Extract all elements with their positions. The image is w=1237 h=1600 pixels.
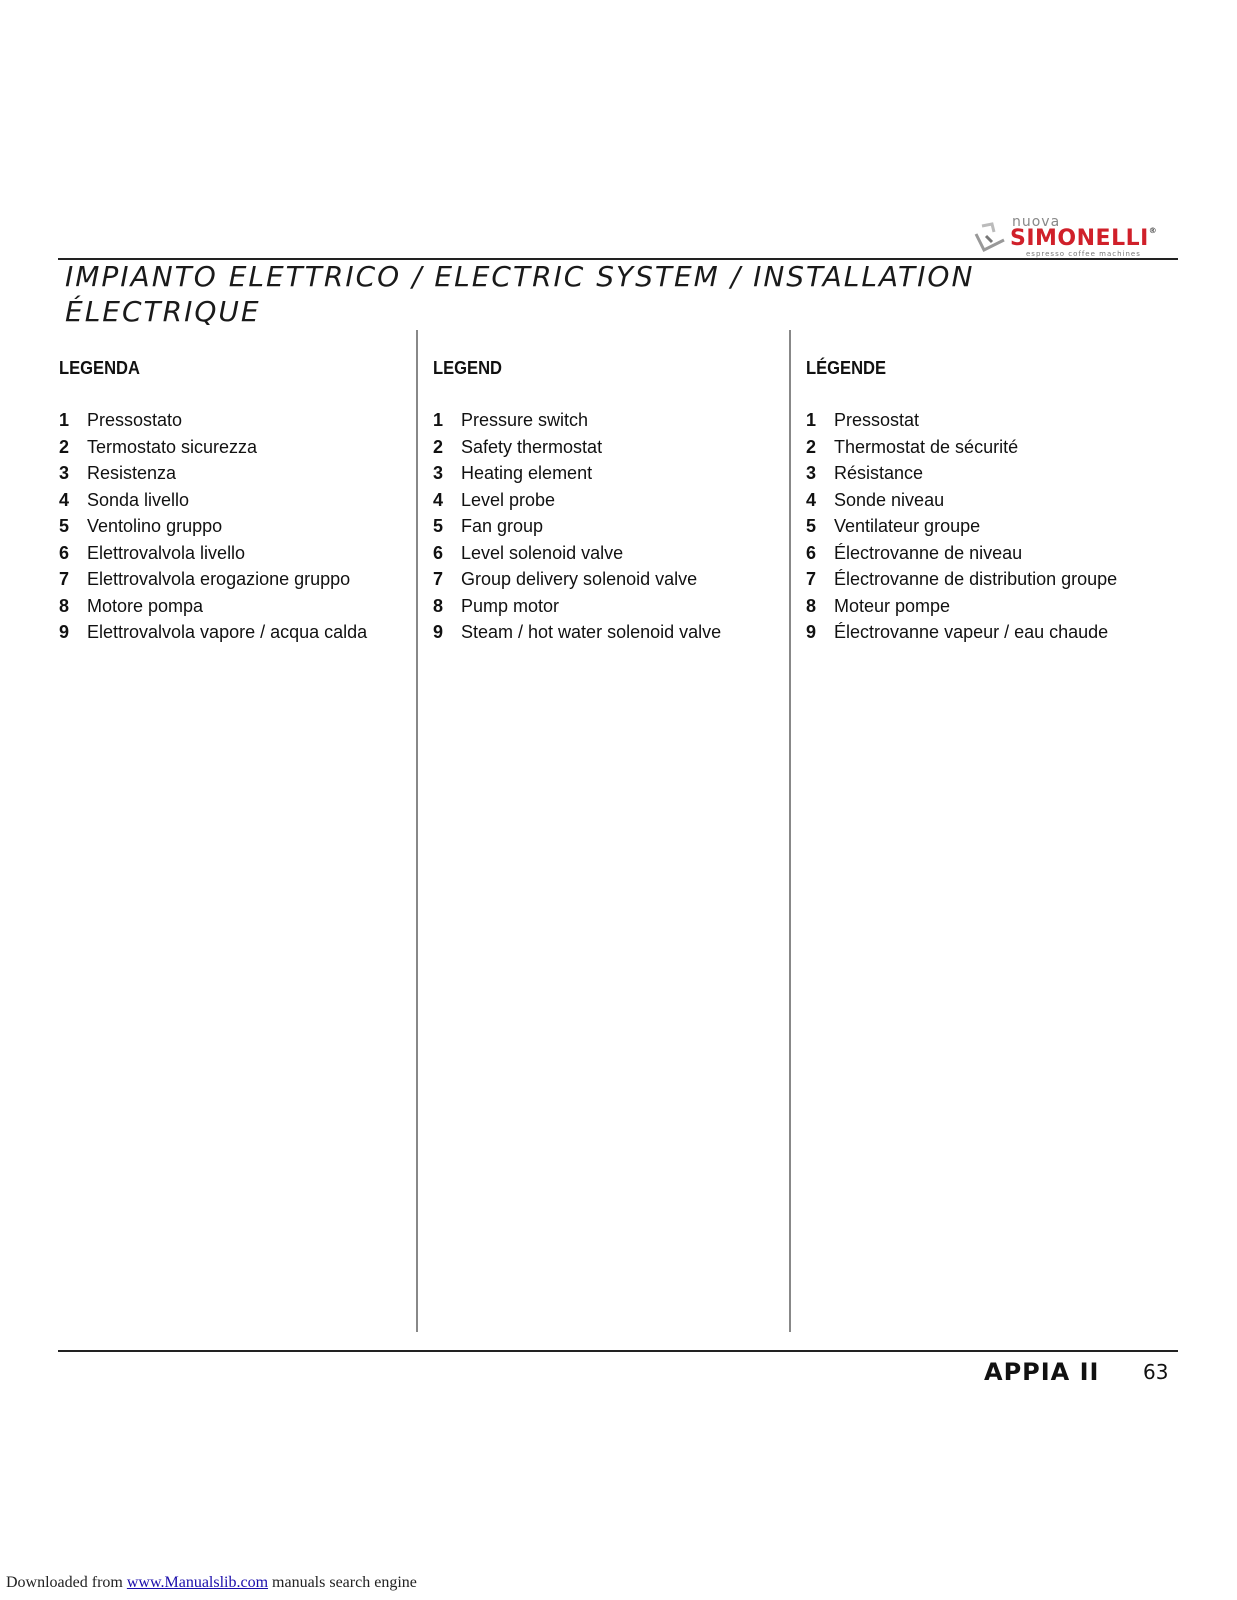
registered-mark: ® [1148,226,1158,235]
legend-heading: LEGEND [433,358,503,378]
logo-tagline: espresso coffee machines [1026,250,1141,258]
legend-item [806,540,1156,567]
bottom-rule [58,1350,1178,1352]
legend-item-number: 9 [433,622,444,642]
legend-item-number: 5 [806,516,817,536]
legend-list [59,407,409,646]
footer-brand: APPIA II [984,1358,1100,1386]
legend-item-text: Ventilateur groupe [834,516,981,536]
legend-item [433,619,783,646]
column-divider-1 [416,330,418,1332]
legend-item-number: 3 [59,463,70,483]
legend-item [806,407,1156,434]
logo-brand-text: SIMONELLI [1010,226,1149,251]
legend-item-number: 9 [59,622,70,642]
legend-item-number: 1 [806,410,817,430]
download-suffix: manuals search engine [272,1574,417,1591]
legend-item-text: Sonda livello [87,489,190,510]
legend-item-text: Elettrovalvola livello [87,542,246,563]
legend-item-text: Pressure switch [461,410,589,430]
legend-item-number: 2 [806,436,817,457]
legend-item-number: 3 [806,463,817,483]
legend-item [59,513,409,540]
legend-item-text: Safety thermostat [461,436,603,457]
logo-brand [1010,226,1157,251]
legend-item [59,566,409,593]
legend-item [433,593,783,620]
legend-item [806,619,1156,646]
legend-item [59,407,409,434]
logo-nuova: nuova [1012,214,1061,230]
legend-item-text: Heating element [461,463,593,483]
legend-item [433,487,783,514]
legend-item-text: Group delivery solenoid valve [461,569,698,589]
legend-item-text: Thermostat de sécurité [834,436,1019,457]
legend-item [433,434,783,461]
legend-item [59,619,409,646]
legend-item [59,434,409,461]
legend-item-number: 5 [59,516,70,536]
legend-item-text: Électrovanne vapeur / eau chaude [834,622,1109,642]
legend-item-number: 4 [806,489,817,510]
legend-item-number: 6 [433,542,444,563]
legend-item-number: 8 [59,595,70,616]
legend-heading: LEGENDA [59,358,140,378]
legend-item-number: 7 [59,569,70,589]
legend-item-number: 7 [433,569,444,589]
legend-item-number: 1 [433,410,444,430]
legend-column-italian [59,358,409,646]
legend-item [59,540,409,567]
page-number: 63 [1143,1360,1169,1384]
legend-item [806,460,1156,487]
legend-item-number: 8 [433,595,444,616]
legend-item-number: 9 [806,622,817,642]
legend-item-text: Pressostat [834,410,920,430]
legend-item-text: Elettrovalvola vapore / acqua calda [87,622,368,642]
download-prefix: Downloaded from [6,1574,123,1591]
legend-item-number: 5 [433,516,444,536]
legend-item-text: Level probe [461,489,556,510]
logo-mark-icon [972,220,1008,254]
download-notice [6,1574,417,1592]
legend-column-french [806,358,1156,646]
legend-item-text: Pump motor [461,595,560,616]
legend-item-text: Ventolino gruppo [87,516,223,536]
legend-list [806,407,1156,646]
legend-item-text: Électrovanne de niveau [834,542,1023,563]
legend-item-number: 8 [806,595,817,616]
legend-item [59,460,409,487]
legend-heading: LÉGENDE [806,358,887,378]
legend-item [806,566,1156,593]
legend-item-number: 6 [59,542,70,563]
legend-item-text: Motore pompa [87,595,204,616]
legend-item-text: Elettrovalvola erogazione gruppo [87,569,351,589]
legend-item-number: 2 [59,436,70,457]
legend-item-text: Moteur pompe [834,595,951,616]
legend-item-text: Level solenoid valve [461,542,624,563]
legend-item [433,540,783,567]
legend-item [433,460,783,487]
legend-item [806,487,1156,514]
legend-item-text: Pressostato [87,410,183,430]
legend-item [59,593,409,620]
legend-item [433,513,783,540]
legend-item-text: Steam / hot water solenoid valve [461,622,722,642]
legend-item-number: 4 [59,489,70,510]
column-divider-2 [789,330,791,1332]
legend-item-text: Fan group [461,516,544,536]
legend-item-number: 7 [806,569,817,589]
legend-item-text: Resistenza [87,463,177,483]
legend-item-number: 4 [433,489,444,510]
legend-item [433,566,783,593]
manualslib-link[interactable]: www.Manualslib.com [126,1574,269,1591]
legend-list [433,407,783,646]
legend-item [806,434,1156,461]
legend-item-text: Termostato sicurezza [87,436,258,457]
page-title: IMPIANTO ELETTRICO / ELECTRIC SYSTEM / INSTALLATION ÉLECTRIQUE [65,260,975,328]
legend-item [806,593,1156,620]
legend-item-number: 1 [59,410,70,430]
legend-item-text: Résistance [834,463,924,483]
legend-item [806,513,1156,540]
simonelli-logo [968,214,1180,260]
legend-item-text: Sonde niveau [834,489,945,510]
legend-item-number: 3 [433,463,444,483]
legend-item-text: Électrovanne de distribution groupe [834,569,1118,589]
legend-item [433,407,783,434]
legend-column-english [433,358,783,646]
legend-item [59,487,409,514]
legend-item-number: 2 [433,436,444,457]
legend-item-number: 6 [806,542,817,563]
